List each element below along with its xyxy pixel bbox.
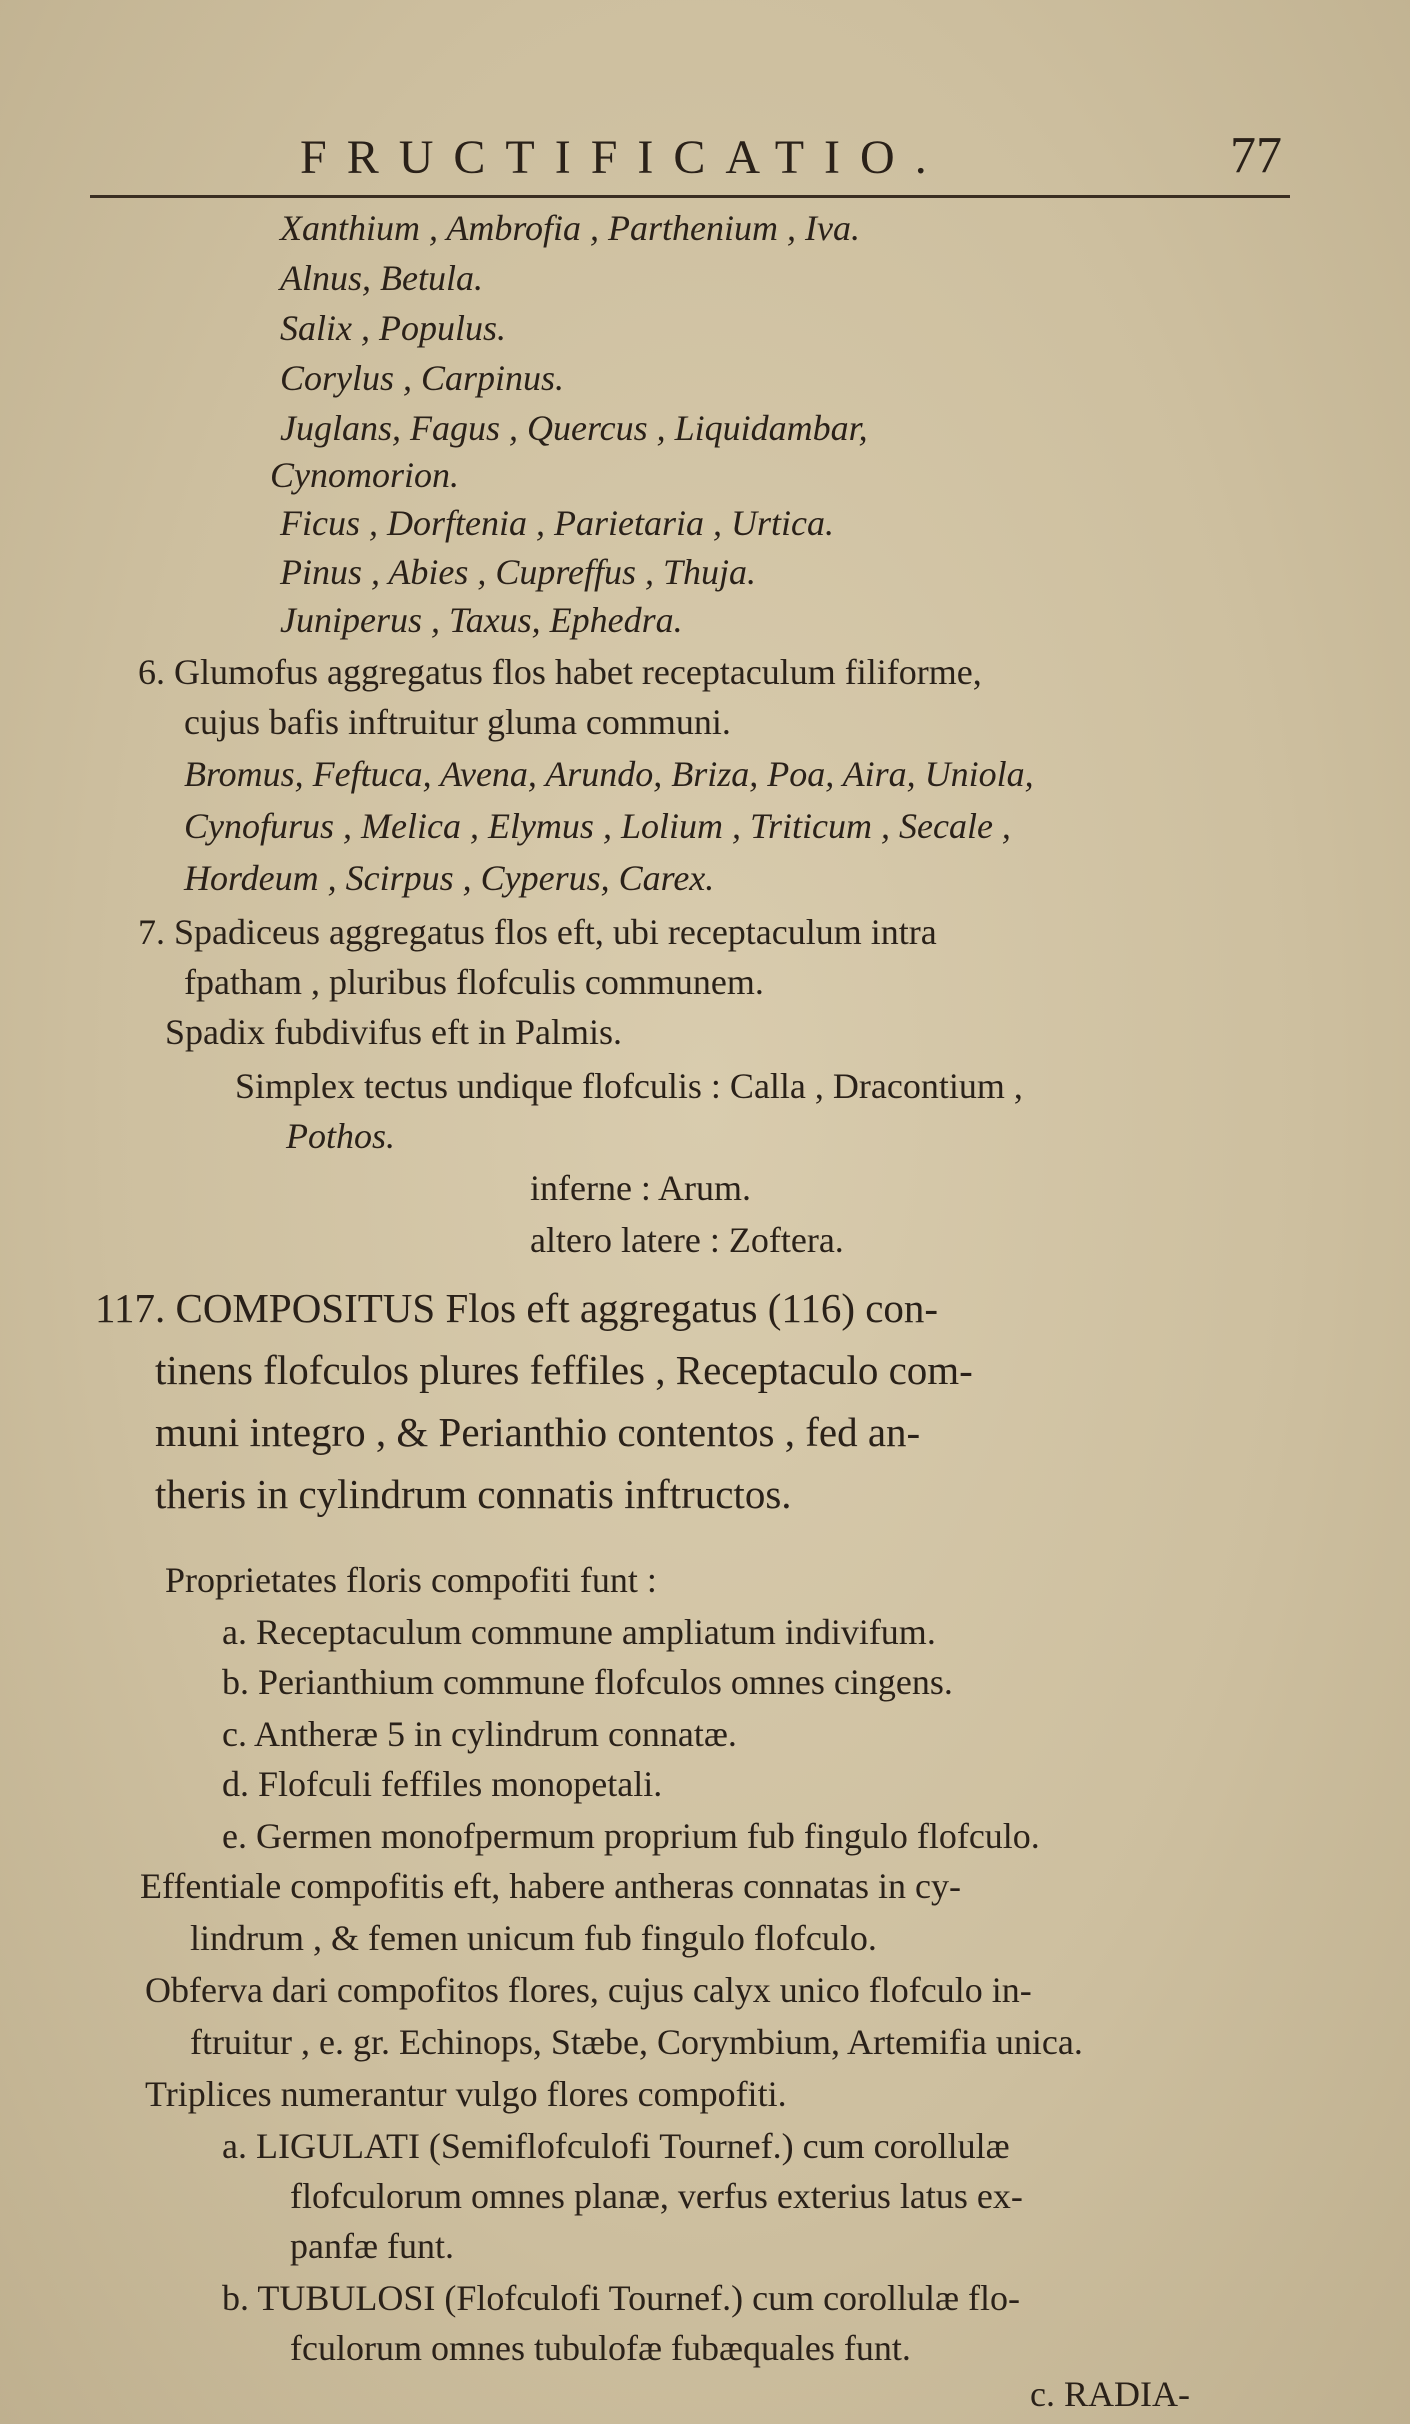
- text-line: 6. Glumofus aggregatus flos habet receptaculum filiforme,: [138, 652, 982, 692]
- text-line: a. LIGULATI (Semiflofculofi Tournef.) cum corollulæ: [222, 2126, 1010, 2166]
- text-line: b. Perianthium commune flofculos omnes cingens.: [222, 1662, 953, 1702]
- text-line: fculorum omnes tubulofæ fubæquales funt.: [290, 2328, 911, 2368]
- text-line: Xanthium , Ambrofia , Parthenium , Iva.: [280, 208, 860, 248]
- text-line: Salix , Populus.: [280, 308, 506, 348]
- text-line: e. Germen monofpermum proprium fub fingulo flofculo.: [222, 1816, 1040, 1856]
- text-line: ftruitur , e. gr. Echinops, Stæbe, Corymbium, Artemifia unica.: [190, 2022, 1083, 2062]
- text-line: theris in cylindrum connatis inftructos.: [155, 1471, 792, 1517]
- running-header: [90, 120, 1290, 202]
- text-line: d. Flofculi feffiles monopetali.: [222, 1764, 663, 1804]
- text-line: Proprietates floris compofiti funt :: [165, 1560, 657, 1600]
- text-line: Corylus , Carpinus.: [280, 358, 565, 398]
- running-title: FRUCTIFICATIO.: [300, 131, 947, 184]
- text-line: Ficus , Dorftenia , Parietaria , Urtica.: [280, 503, 834, 543]
- text-line: Effentiale compofitis eft, habere antheras connatas in cy-: [140, 1866, 961, 1906]
- text-line: flofculorum omnes planæ, verfus exterius latus ex-: [290, 2176, 1023, 2216]
- text-line: Bromus, Feftuca, Avena, Arundo, Briza, Poa, Aira, Uniola,: [184, 754, 1034, 794]
- text-line: altero latere : Zoftera.: [530, 1220, 844, 1260]
- text-line: Cynomorion.: [270, 455, 459, 495]
- catchword: c. RADIA-: [1030, 2374, 1190, 2414]
- text-line: Cynofurus , Melica , Elymus , Lolium , Triticum , Secale ,: [184, 806, 1011, 846]
- text-line: 7. Spadiceus aggregatus flos eft, ubi receptaculum intra: [138, 912, 937, 952]
- text-line: Juglans, Fagus , Quercus , Liquidambar,: [280, 408, 868, 448]
- page-number: 77: [1230, 127, 1282, 184]
- text-line: c. Antheræ 5 in cylindrum connatæ.: [222, 1714, 737, 1754]
- text-line: Juniperus , Taxus, Ephedra.: [280, 600, 683, 640]
- text-line: Simplex tectus undique flofculis : Calla , Dracontium ,: [235, 1066, 1023, 1106]
- text-line: lindrum , & femen unicum fub fingulo flofculo.: [190, 1918, 877, 1958]
- text-line: Alnus, Betula.: [280, 258, 483, 298]
- text-line: muni integro , & Perianthio contentos , fed an-: [155, 1409, 921, 1455]
- text-line: a. Receptaculum commune ampliatum indivifum.: [222, 1612, 936, 1652]
- text-line: b. TUBULOSI (Flofculofi Tournef.) cum corollulæ flo-: [222, 2278, 1021, 2318]
- text-line: Obferva dari compofitos flores, cujus calyx unico flofculo in-: [145, 1970, 1032, 2010]
- text-line: tinens flofculos plures feffiles , Receptaculo com-: [155, 1347, 973, 1393]
- text-line: Triplices numerantur vulgo flores compofiti.: [145, 2074, 787, 2114]
- text-line: Pothos.: [286, 1116, 396, 1156]
- text-line: Spadix fubdivifus eft in Palmis.: [165, 1012, 622, 1052]
- text-line: cujus bafis inftruitur gluma communi.: [184, 702, 731, 742]
- text-line: 117. COMPOSITUS Flos eft aggregatus (116) con-: [95, 1285, 939, 1331]
- text-line: Pinus , Abies , Cupreffus , Thuja.: [280, 552, 757, 592]
- text-line: fpatham , pluribus flofculis communem.: [184, 962, 764, 1002]
- text-line: panfæ funt.: [290, 2226, 454, 2266]
- text-line: inferne : Arum.: [530, 1168, 751, 1208]
- header-rule: [90, 195, 1290, 198]
- text-line: Hordeum , Scirpus , Cyperus, Carex.: [184, 858, 715, 898]
